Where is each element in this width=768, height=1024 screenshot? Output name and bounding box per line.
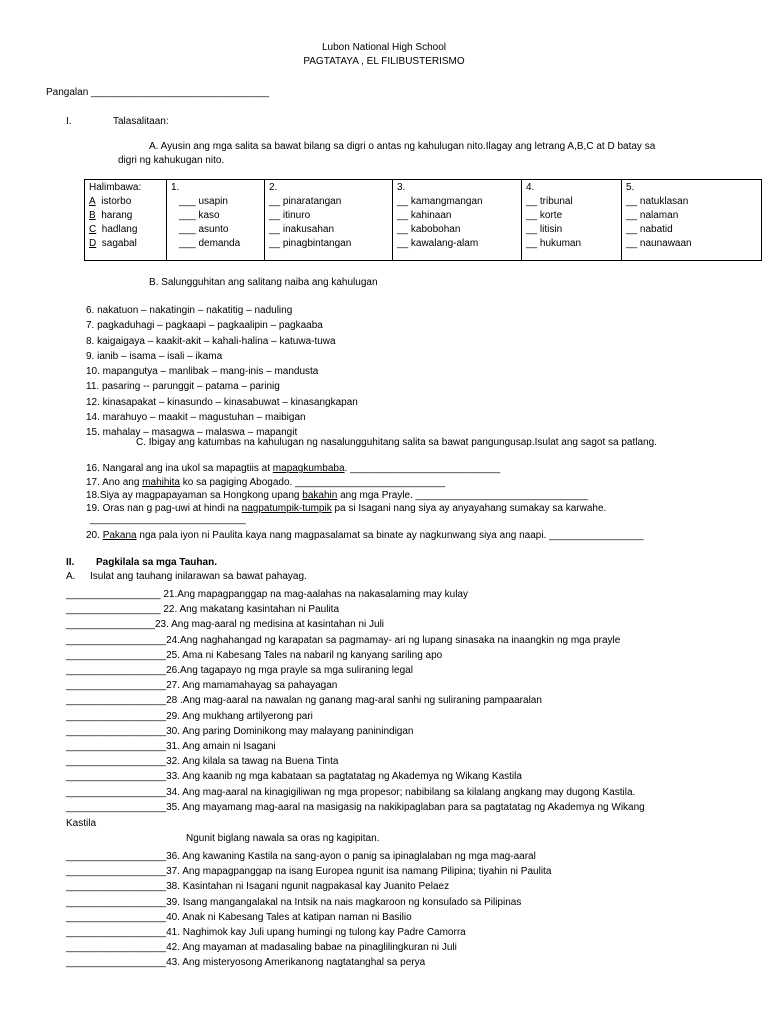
vocab-item[interactable]: __ pinagbintangan: [269, 238, 352, 249]
list-item[interactable]: __________________43. Ang misteryosong Amerikanong nagtatanghal sa perya: [66, 957, 426, 969]
example-row: D sagabal: [89, 238, 137, 249]
list-item[interactable]: __________________31. Ang amain ni Isagani: [66, 741, 276, 753]
example-cell: [85, 180, 167, 261]
list-item[interactable]: 6. nakatuon – nakatingin – nakatitig – naduling: [86, 305, 293, 316]
list-item[interactable]: 10. mapangutya – manlibak – mang-inis – mandusta: [86, 366, 319, 378]
character-list-2: [66, 849, 551, 971]
list-item[interactable]: 11. pasaring -- parunggit – patama – parinig: [86, 381, 280, 393]
item35-continuation: Kastila: [66, 818, 97, 829]
list-item[interactable]: 12. kinasapakat – kinasundo – kinasabuwat – kinasangkapan: [86, 396, 358, 408]
list-item[interactable]: 7. pagkaduhagi – pagkaapi – pagkaalipin – pagkaaba: [86, 320, 323, 332]
list-item[interactable]: __________________27. Ang mamamahayag sa pahayagan: [66, 680, 338, 692]
vocab-column-4: [522, 180, 622, 261]
example-row: A istorbo: [89, 196, 132, 207]
example-row: B harang: [89, 210, 133, 221]
vocab-item[interactable]: __ inakusahan: [269, 224, 335, 235]
vocab-item[interactable]: __ kabobohan: [397, 224, 461, 235]
name-field[interactable]: Pangalan ________________________________: [46, 87, 270, 98]
list-item[interactable]: __________________28 .Ang mag-aaral na nawalan ng ganang mag-aral sanhi ng suliraning pampaaralan: [66, 695, 542, 707]
part1-a-instruction-cont: digri ng kahukugan nito.: [118, 155, 225, 166]
list-item[interactable]: __________________39. Isang mangangalakal na Intsik na nais magkaroon ng konsulado sa Pilipinas: [66, 896, 522, 908]
list-item[interactable]: __________________25. Ama ni Kabesang Tales na nabaril ng kanyang sariling apo: [66, 649, 443, 661]
list-item[interactable]: __________________38. Kasintahan ni Isagani ngunit nagpakasal kay Juanito Pelaez: [66, 881, 450, 893]
part2-title: Pagkilala sa mga Tauhan.: [96, 557, 217, 568]
list-item[interactable]: __________________29. Ang mukhang artilyerong pari: [66, 710, 313, 722]
part2-number: II.: [66, 557, 75, 568]
column-number: 1.: [171, 182, 180, 193]
part1-c-instruction: C. Ibigay ang katumbas na kahulugan ng nasalungguhitang salita sa bawat pangungusap.Isulat ang sagot sa patlang.: [136, 437, 657, 448]
vocab-item[interactable]: __ hukuman: [526, 238, 582, 249]
c-item-18[interactable]: 18.Siya ay magpapayaman sa Hongkong upang bakahin ang mga Prayle. _______________________________: [86, 490, 589, 501]
part1-title: Talasalitaan:: [113, 116, 169, 127]
list-item[interactable]: __________________33. Ang kaanib ng mga kabataan sa pagtatatag ng Akademya ng Wikang Kastila: [66, 771, 522, 783]
list-item[interactable]: 8. kaigaigaya – kaakit-akit – kahali-halina – katuwa-tuwa: [86, 335, 336, 347]
column-number: 2.: [269, 182, 278, 193]
vocab-item[interactable]: __ pinaratangan: [269, 196, 342, 207]
list-item[interactable]: __________________36. Ang kawaning Kastila na sang-ayon o panig sa ipinaglalaban ng mga mag-aaral: [66, 851, 536, 862]
vocab-item[interactable]: __ kawalang-alam: [397, 238, 479, 249]
vocab-item[interactable]: __ natuklasan: [626, 196, 689, 207]
school-name: Lubon National High School: [322, 42, 446, 53]
vocab-item[interactable]: __ korte: [526, 210, 563, 221]
list-item[interactable]: __________________40. Anak ni Kabesang Tales at katipan naman ni Basilio: [66, 911, 412, 923]
list-item[interactable]: __________________32. Ang kilala sa tawag na Buena Tinta: [66, 756, 339, 768]
vocab-column-5: [622, 180, 762, 261]
list-item[interactable]: __________________30. Ang paring Dominikong may malayang paninindigan: [66, 725, 414, 737]
c-item-17[interactable]: 17. Ano ang mahihita ko sa pagiging Abogado. ___________________________: [86, 477, 446, 488]
vocab-item[interactable]: __ nalaman: [626, 210, 679, 221]
c-item-20[interactable]: 20. Pakana nga pala iyon ni Paulita kaya nang magpasalamat sa binate ay nagkunwang siya ang naapi. _________________: [86, 530, 644, 541]
vocab-column-3: [393, 180, 522, 261]
list-item[interactable]: _________________ 22. Ang makatang kasintahan ni Paulita: [66, 604, 340, 616]
example-title: Halimbawa:: [89, 182, 142, 193]
list-item[interactable]: __________________42. Ang mayaman at madasaling babae na pinaglilingkuran ni Juli: [66, 942, 457, 954]
list-item[interactable]: __________________41. Naghimok kay Juli upang humingi ng tulong kay Padre Camorra: [66, 927, 466, 939]
list-item[interactable]: __________________26.Ang tagapayo ng mga prayle sa mga suliraning legal: [66, 665, 413, 677]
part2-a-instruction: Isulat ang tauhang inilarawan sa bawat pahayag.: [90, 571, 307, 582]
part1-number: I.: [66, 116, 72, 127]
column-number: 5.: [626, 182, 635, 193]
vocab-item[interactable]: __ itinuro: [269, 210, 311, 221]
column-number: 3.: [397, 182, 406, 193]
part2-a-label: A.: [66, 571, 76, 582]
vocab-column-1: [167, 180, 265, 261]
list-item[interactable]: _________________ 21.Ang mapagpanggap na mag-aalahas na nakasalaming may kulay: [66, 589, 468, 600]
vocab-item[interactable]: __ kahinaan: [397, 210, 452, 221]
column-number: 4.: [526, 182, 535, 193]
part1-b-instruction: B. Salungguhitan ang salitang naiba ang kahulugan: [149, 277, 378, 288]
vocab-item[interactable]: __ nabatid: [626, 224, 673, 235]
character-list: [66, 587, 764, 815]
item35-continuation-2: Ngunit biglang nawala sa oras ng kagipitan.: [186, 833, 380, 844]
list-item[interactable]: 14. marahuyo – maakit – magustuhan – maibigan: [86, 412, 306, 424]
vocab-item[interactable]: __ naunawaan: [626, 238, 692, 249]
list-item[interactable]: 15. mahalay – masagwa – malaswa – mapangit: [86, 427, 298, 439]
vocab-item[interactable]: ___ usapin: [179, 196, 228, 207]
list-item[interactable]: __________________24.Ang naghahangad ng karapatan sa pagmamay- ari ng lupang sinasaka na inaangkin ng mga prayle: [66, 634, 621, 646]
list-item[interactable]: __________________34. Ang mag-aaral na kinagigiliwan ng mga propesor; nabibilang sa kilalang angkang may dugong Kastila.: [66, 786, 636, 798]
vocab-item[interactable]: ___ demanda: [179, 238, 241, 249]
vocab-item[interactable]: ___ kaso: [179, 210, 220, 221]
list-item[interactable]: __________________35. Ang mayamang mag-aaral na masigasig na nakikipaglaban para sa pagtatatag ng Akademya ng Wikang: [66, 801, 645, 813]
list-item[interactable]: __________________37. Ang mapagpanggap na isang Europea ngunit isa namang Pilipina; tiyahin ni Paulita: [66, 866, 552, 878]
part1-a-instruction: A. Ayusin ang mga salita sa bawat bilang sa digri o antas ng kahulugan nito.Ilagay ang letrang A,B,C at D batay sa: [149, 141, 656, 152]
c-item-19-answer-line[interactable]: ____________________________: [90, 514, 246, 525]
c-item-16[interactable]: 16. Nangaral ang ina ukol sa mapagtiis at mapagkumbaba. ___________________________: [86, 463, 501, 474]
vocab-column-2: [265, 180, 393, 261]
vocab-item[interactable]: ___ asunto: [179, 224, 229, 235]
vocabulary-table: [84, 179, 762, 261]
example-row: C hadlang: [89, 224, 138, 235]
vocab-item[interactable]: __ litisin: [526, 224, 563, 235]
vocab-item[interactable]: __ kamangmangan: [397, 196, 483, 207]
c-item-19[interactable]: 19. Oras nan g pag-uwi at hindi na nagpatumpik-tumpik pa si Isagani nang siya ay anyayahang sumakay sa karwahe.: [86, 503, 607, 514]
list-item[interactable]: 9. ianib – isama – isali – ikama: [86, 350, 223, 362]
list-item[interactable]: ________________23. Ang mag-aaral ng medisina at kasintahan ni Juli: [66, 619, 385, 631]
vocab-item[interactable]: __ tribunal: [526, 196, 573, 207]
exam-title: PAGTATAYA , EL FILIBUSTERISMO: [303, 56, 465, 67]
section-b-list: [86, 303, 358, 441]
